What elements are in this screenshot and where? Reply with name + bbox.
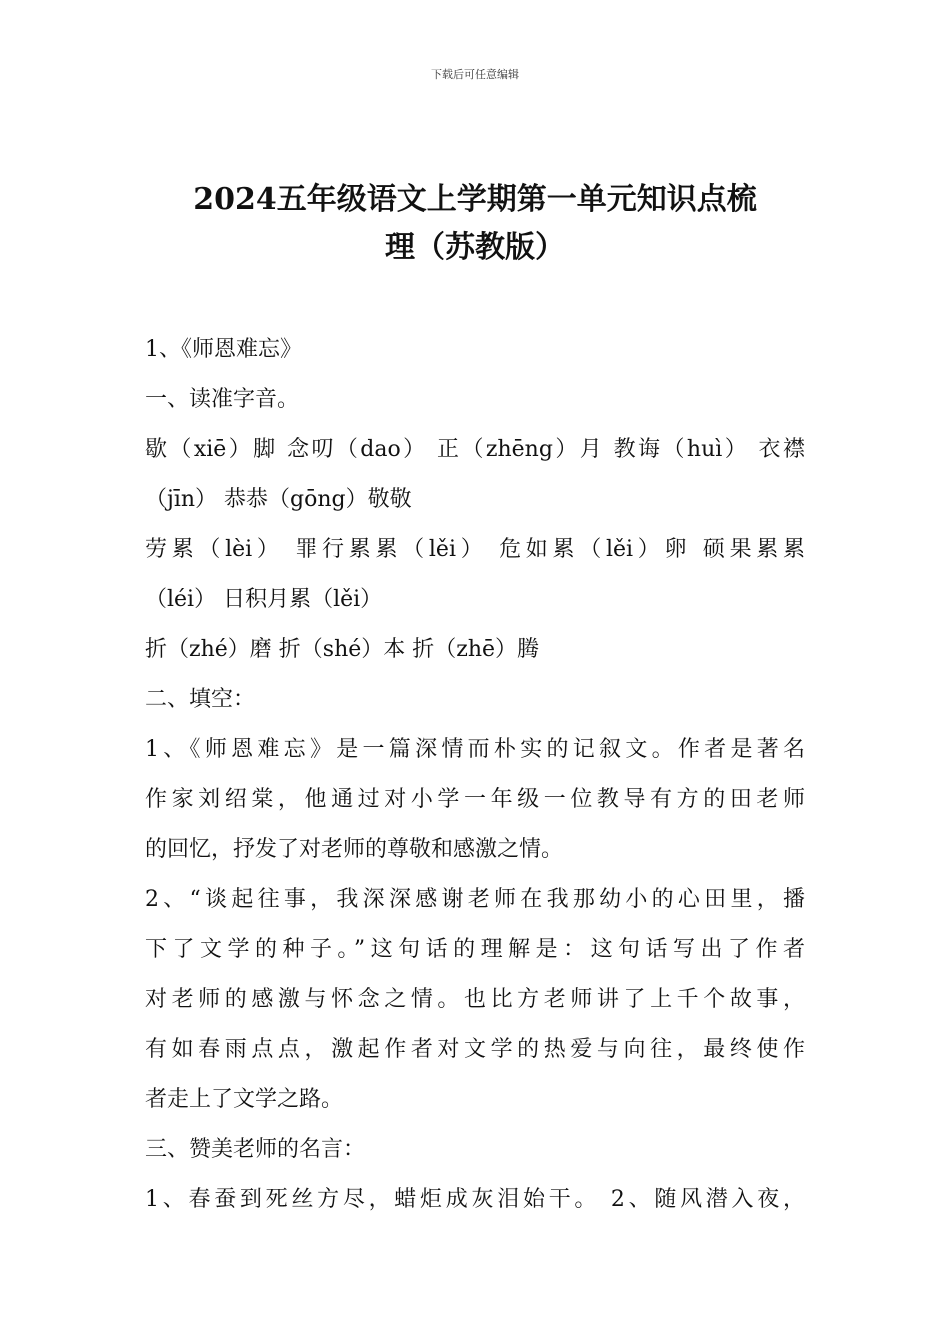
- paragraph-line: 有如春雨点点，激起作者对文学的热爱与向往，最终使作: [145, 1037, 805, 1062]
- pronunciation-line: （jīn） 恭恭（gōng）敬敬: [145, 487, 412, 512]
- pronunciation-line: （léi） 日积月累（lěi）: [145, 587, 383, 612]
- paragraph-line: 对老师的感激与怀念之情。也比方老师讲了上千个故事，: [145, 987, 805, 1012]
- pronunciation-line: 劳累（lèi） 罪行累累（lěi） 危如累（lěi）卵 硕果累累: [145, 537, 805, 562]
- paragraph-line: 的回忆，抒发了对老师的尊敬和感激之情。: [145, 837, 564, 862]
- title-line-2: 理（苏教版）: [385, 230, 565, 265]
- document-body: [145, 325, 805, 1225]
- paragraph-line: 2、“谈起往事，我深深感谢老师在我那幼小的心田里，播: [145, 887, 805, 912]
- section-heading-pronunciation: 一、读准字音。: [145, 387, 300, 412]
- header-note: 下载后可任意编辑: [431, 68, 519, 81]
- section-heading-fill-blank: 二、填空：: [145, 687, 256, 712]
- pronunciation-line: 歇（xiē）脚 念叨（dao） 正（zhēng）月 教诲（huì） 衣襟: [145, 437, 805, 462]
- pronunciation-line: 折（zhé）磨 折（shé）本 折（zhē）腾: [145, 637, 540, 662]
- paragraph-line: 者走上了文学之路。: [145, 1087, 344, 1112]
- section-heading-lesson: 1、《师恩难忘》: [145, 337, 302, 362]
- paragraph-line: 1、《师恩难忘》是一篇深情而朴实的记叙文。作者是著名: [145, 737, 805, 762]
- paragraph-line: 下了文学的种子。”这句话的理解是：这句话写出了作者: [145, 937, 805, 962]
- section-heading-quotes: 三、赞美老师的名言：: [145, 1137, 366, 1162]
- document-title: [145, 176, 805, 272]
- title-line-1: 2024五年级语文上学期第一单元知识点梳: [193, 182, 757, 217]
- paragraph-line: 作家刘绍棠，他通过对小学一年级一位教导有方的田老师: [145, 787, 805, 812]
- paragraph-line: 1、春蚕到死丝方尽，蜡炬成灰泪始干。 2、随风潜入夜，: [145, 1187, 805, 1212]
